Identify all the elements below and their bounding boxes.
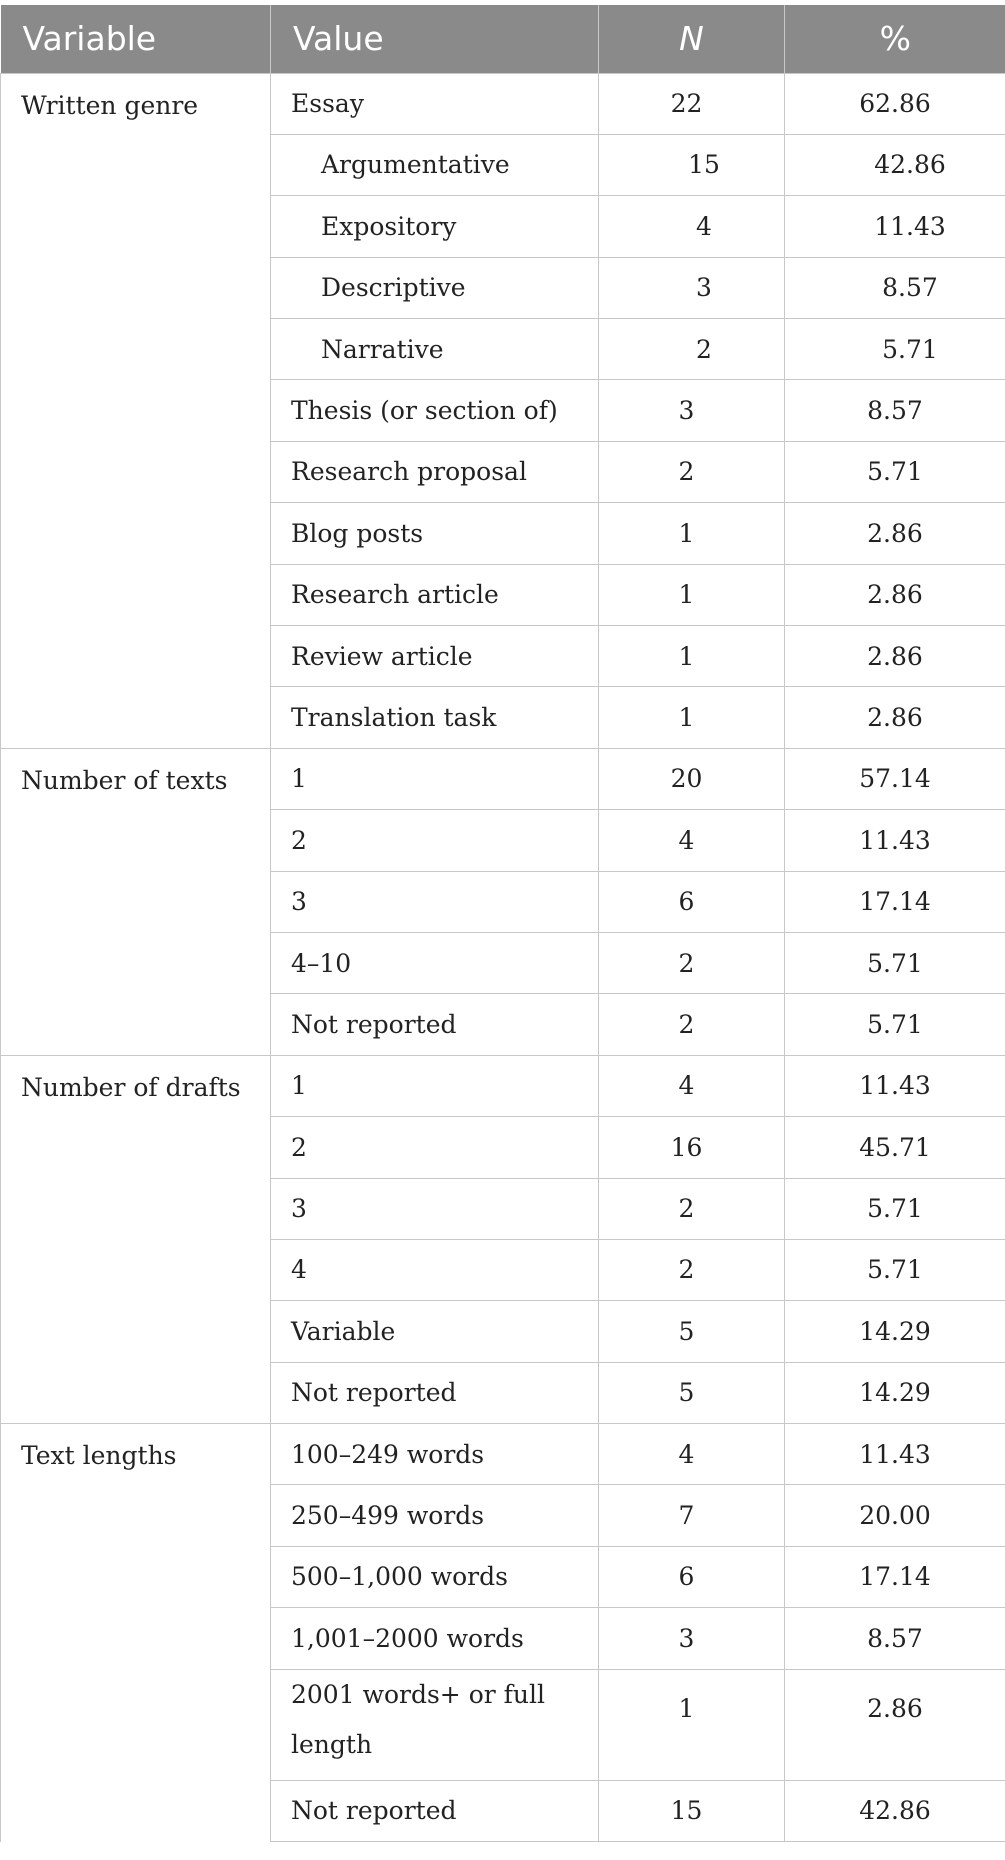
value-cell: Argumentative	[271, 134, 599, 195]
n-cell: 1	[599, 626, 785, 687]
n-cell: 1	[599, 1669, 785, 1780]
percent-cell: 8.57	[785, 380, 1005, 441]
variable-cell: Number of texts	[1, 748, 271, 1055]
value-cell: 2001 words+ or full length	[271, 1669, 599, 1780]
percent-cell: 17.14	[785, 871, 1005, 932]
n-cell: 15	[599, 134, 785, 195]
value-cell: 250–499 words	[271, 1485, 599, 1546]
percent-cell: 5.71	[785, 932, 1005, 993]
percent-cell: 5.71	[785, 1239, 1005, 1300]
value-cell: Not reported	[271, 994, 599, 1055]
percent-cell: 11.43	[785, 1424, 1005, 1485]
header-value: Value	[271, 5, 599, 73]
value-cell: 3	[271, 1178, 599, 1239]
table-row	[1, 1424, 1005, 1485]
value-cell: 1,001–2000 words	[271, 1608, 599, 1669]
percent-cell: 62.86	[785, 73, 1005, 134]
n-cell: 20	[599, 748, 785, 809]
percent-cell: 42.86	[785, 134, 1005, 195]
header-row	[1, 5, 1005, 73]
percent-cell: 5.71	[785, 994, 1005, 1055]
value-cell: 4	[271, 1239, 599, 1300]
n-cell: 3	[599, 1608, 785, 1669]
n-cell: 4	[599, 810, 785, 871]
n-cell: 3	[599, 257, 785, 318]
n-cell: 6	[599, 871, 785, 932]
percent-cell: 5.71	[785, 1178, 1005, 1239]
value-cell: Research proposal	[271, 441, 599, 502]
table-header	[1, 5, 1005, 73]
value-cell: Essay	[271, 73, 599, 134]
percent-cell: 2.86	[785, 626, 1005, 687]
n-cell: 2	[599, 319, 785, 380]
percent-cell: 2.86	[785, 503, 1005, 564]
percent-cell: 2.86	[785, 1669, 1005, 1780]
value-cell: Translation task	[271, 687, 599, 748]
percent-cell: 2.86	[785, 564, 1005, 625]
value-cell: 4–10	[271, 932, 599, 993]
variable-cell: Number of drafts	[1, 1055, 271, 1423]
n-cell: 1	[599, 687, 785, 748]
percent-cell: 14.29	[785, 1362, 1005, 1423]
n-cell: 2	[599, 932, 785, 993]
n-cell: 5	[599, 1301, 785, 1362]
value-cell: Narrative	[271, 319, 599, 380]
value-cell: 3	[271, 871, 599, 932]
table-row	[1, 748, 1005, 809]
percent-cell: 20.00	[785, 1485, 1005, 1546]
n-cell: 4	[599, 196, 785, 257]
percent-cell: 17.14	[785, 1546, 1005, 1607]
value-cell: Research article	[271, 564, 599, 625]
n-cell: 3	[599, 380, 785, 441]
data-table	[0, 5, 1005, 1842]
n-cell: 6	[599, 1546, 785, 1607]
percent-cell: 8.57	[785, 1608, 1005, 1669]
value-cell: 100–249 words	[271, 1424, 599, 1485]
n-cell: 7	[599, 1485, 785, 1546]
value-cell: Review article	[271, 626, 599, 687]
percent-cell: 14.29	[785, 1301, 1005, 1362]
percent-cell: 2.86	[785, 687, 1005, 748]
n-cell: 2	[599, 1239, 785, 1300]
n-cell: 15	[599, 1780, 785, 1841]
percent-cell: 42.86	[785, 1780, 1005, 1841]
percent-cell: 11.43	[785, 810, 1005, 871]
table-row	[1, 73, 1005, 134]
value-cell: 2	[271, 810, 599, 871]
percent-cell: 8.57	[785, 257, 1005, 318]
value-cell: Blog posts	[271, 503, 599, 564]
n-cell: 2	[599, 994, 785, 1055]
n-cell: 1	[599, 564, 785, 625]
percent-cell: 57.14	[785, 748, 1005, 809]
value-cell: 1	[271, 748, 599, 809]
n-cell: 16	[599, 1117, 785, 1178]
value-cell: 1	[271, 1055, 599, 1116]
value-cell: 500–1,000 words	[271, 1546, 599, 1607]
value-cell: Expository	[271, 196, 599, 257]
percent-cell: 5.71	[785, 441, 1005, 502]
table-row	[1, 1055, 1005, 1116]
n-cell: 1	[599, 503, 785, 564]
n-cell: 5	[599, 1362, 785, 1423]
percent-cell: 45.71	[785, 1117, 1005, 1178]
table-body	[1, 73, 1005, 1842]
n-cell: 2	[599, 441, 785, 502]
percent-cell: 11.43	[785, 196, 1005, 257]
header-n: N	[599, 5, 785, 73]
n-cell: 2	[599, 1178, 785, 1239]
n-cell: 22	[599, 73, 785, 134]
value-cell: Not reported	[271, 1362, 599, 1423]
header-percent: %	[785, 5, 1005, 73]
value-cell: 2	[271, 1117, 599, 1178]
value-cell: Variable	[271, 1301, 599, 1362]
value-cell: Descriptive	[271, 257, 599, 318]
value-cell: Not reported	[271, 1780, 599, 1841]
n-cell: 4	[599, 1055, 785, 1116]
percent-cell: 5.71	[785, 319, 1005, 380]
variable-cell: Text lengths	[1, 1424, 271, 1842]
n-cell: 4	[599, 1424, 785, 1485]
percent-cell: 11.43	[785, 1055, 1005, 1116]
value-cell: Thesis (or section of)	[271, 380, 599, 441]
variable-cell: Written genre	[1, 73, 271, 748]
header-variable: Variable	[1, 5, 271, 73]
